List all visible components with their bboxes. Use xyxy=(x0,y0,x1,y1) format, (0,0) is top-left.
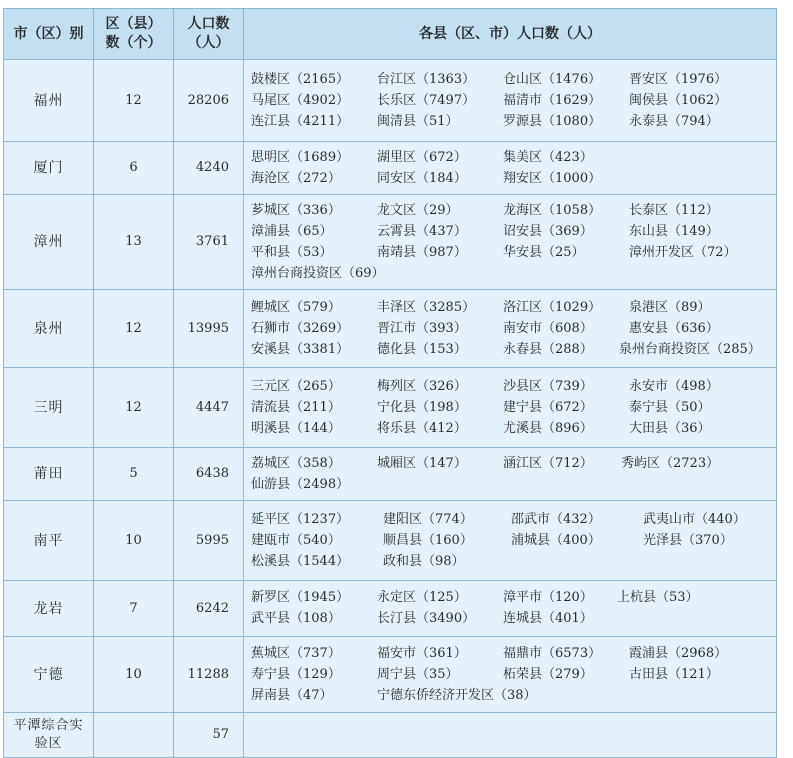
header-county-details: 各县（区、市）人口数（人） xyxy=(244,9,777,60)
county-entry: 永泰县（794） xyxy=(629,113,719,129)
county-line xyxy=(251,664,770,685)
county-entry: 鼓楼区（2165） xyxy=(251,71,350,87)
county-entry: 惠安县（636） xyxy=(629,320,719,336)
county-entry: 仓山区（1476） xyxy=(503,71,602,87)
table-row xyxy=(4,195,777,290)
cell-population: 4240 xyxy=(174,142,244,195)
county-entry: 海沧区（272） xyxy=(251,170,341,186)
county-line xyxy=(251,318,770,339)
county-entry: 石狮市（3269） xyxy=(251,320,350,336)
cell-district-count: 10 xyxy=(94,637,174,713)
county-entry: 洛江区（1029） xyxy=(503,299,602,315)
cell-population: 5995 xyxy=(174,501,244,581)
cell-county-list xyxy=(244,368,777,448)
county-entry: 安溪县（3381） xyxy=(251,341,350,357)
county-line xyxy=(251,376,770,397)
cell-county-list xyxy=(244,142,777,195)
county-line xyxy=(251,147,770,168)
county-entry: 新罗区（1945） xyxy=(251,590,350,605)
cell-city: 莆田 xyxy=(4,448,94,501)
county-line xyxy=(251,168,770,189)
county-entry: 永春县（288） xyxy=(503,341,593,357)
cell-population: 4447 xyxy=(174,368,244,448)
county-entry: 明溪县（144） xyxy=(251,420,341,436)
county-entry: 芗城区（336） xyxy=(251,202,341,218)
header-city: 市（区）别 xyxy=(4,9,94,60)
county-entry: 漳州开发区（72） xyxy=(629,244,737,260)
cell-city: 龙岩 xyxy=(4,581,94,637)
table-row xyxy=(4,290,777,368)
table-row xyxy=(4,368,777,448)
county-entry: 泰宁县（50） xyxy=(629,399,711,415)
county-entry: 长汀县（3490） xyxy=(377,611,476,626)
county-entry: 柘荣县（279） xyxy=(503,666,593,682)
cell-population: 57 xyxy=(174,713,244,758)
cell-city: 福州 xyxy=(4,60,94,142)
county-entry: 武夷山市（440） xyxy=(643,511,746,527)
county-entry: 秀屿区（2723） xyxy=(621,455,720,471)
county-entry: 仙游县（2498） xyxy=(251,476,350,492)
county-line xyxy=(251,509,770,530)
county-entry: 同安区（184） xyxy=(377,170,467,186)
county-entry: 建宁县（672） xyxy=(503,399,593,415)
county-entry: 城厢区（147） xyxy=(377,455,467,471)
county-entry: 上杭县（53） xyxy=(617,590,699,605)
cell-county-list xyxy=(244,290,777,368)
cell-district-count: 12 xyxy=(94,290,174,368)
county-entry: 尤溪县（896） xyxy=(503,420,593,436)
county-entry: 平和县（53） xyxy=(251,244,333,260)
county-entry: 福鼎市（6573） xyxy=(503,645,602,661)
county-entry: 蕉城区（737） xyxy=(251,645,341,661)
cell-district-count: 10 xyxy=(94,501,174,581)
county-entry: 涵江区（712） xyxy=(503,455,593,471)
county-line xyxy=(251,609,770,630)
county-entry: 大田县（36） xyxy=(629,420,711,436)
cell-county-list xyxy=(244,637,777,713)
cell-district-count: 5 xyxy=(94,448,174,501)
county-entry: 永定区（125） xyxy=(377,590,467,605)
county-line xyxy=(251,453,770,474)
county-entry: 漳州台商投资区（69） xyxy=(251,265,385,281)
county-entry: 将乐县（412） xyxy=(377,420,467,436)
cell-city: 宁德 xyxy=(4,637,94,713)
county-entry: 松溪县（1544） xyxy=(251,553,350,569)
table-row xyxy=(4,501,777,581)
county-entry: 龙文区（29） xyxy=(377,202,459,218)
cell-county-list xyxy=(244,713,777,758)
county-entry: 马尾区（4902） xyxy=(251,92,350,108)
county-entry: 集美区（423） xyxy=(503,149,593,165)
county-entry: 东山县（149） xyxy=(629,223,719,239)
county-entry: 丰泽区（3285） xyxy=(377,299,476,315)
county-entry: 武平县（108） xyxy=(251,611,341,626)
county-entry: 德化县（153） xyxy=(377,341,467,357)
table-row xyxy=(4,448,777,501)
county-entry: 寿宁县（129） xyxy=(251,666,341,682)
county-line xyxy=(251,263,770,284)
county-line xyxy=(251,418,770,439)
county-line xyxy=(251,242,770,263)
county-entry: 泉港区（89） xyxy=(629,299,711,315)
population-table xyxy=(3,8,777,758)
cell-district-count: 12 xyxy=(94,368,174,448)
county-entry: 延平区（1237） xyxy=(251,511,350,527)
cell-population: 6438 xyxy=(174,448,244,501)
county-entry: 长泰区（112） xyxy=(629,202,719,218)
cell-population: 28206 xyxy=(174,60,244,142)
county-line xyxy=(251,221,770,242)
county-entry: 连城县（401） xyxy=(503,611,593,626)
county-entry: 永安市（498） xyxy=(629,378,719,394)
county-entry: 古田县（121） xyxy=(629,666,719,682)
cell-county-list xyxy=(244,60,777,142)
county-entry: 宁化县（198） xyxy=(377,399,467,415)
county-entry: 顺昌县（160） xyxy=(383,532,473,548)
cell-city: 泉州 xyxy=(4,290,94,368)
county-line xyxy=(251,551,770,572)
county-entry: 沙县区（739） xyxy=(503,378,593,394)
cell-population: 6242 xyxy=(174,581,244,637)
county-entry: 建瓯市（540） xyxy=(251,532,341,548)
cell-district-count xyxy=(94,713,174,758)
county-line xyxy=(251,69,770,90)
cell-city: 南平 xyxy=(4,501,94,581)
cell-city: 三明 xyxy=(4,368,94,448)
county-line xyxy=(251,474,770,495)
county-line xyxy=(251,90,770,111)
cell-county-list xyxy=(244,501,777,581)
county-entry: 周宁县（35） xyxy=(377,666,459,682)
cell-city: 厦门 xyxy=(4,142,94,195)
county-entry: 屏南县（47） xyxy=(251,687,333,703)
county-entry: 福安市（361） xyxy=(377,645,467,661)
county-entry: 龙海区（1058） xyxy=(503,202,602,218)
header-population: 人口数 （人） xyxy=(174,9,244,60)
county-entry: 云霄县（437） xyxy=(377,223,467,239)
county-line xyxy=(251,339,770,360)
county-entry: 台江区（1363） xyxy=(377,71,476,87)
cell-county-list xyxy=(244,195,777,290)
county-entry: 宁德东侨经济开发区（38） xyxy=(377,687,537,703)
county-entry: 漳平市（120） xyxy=(503,590,593,605)
cell-city: 平潭综合实验区 xyxy=(4,713,94,758)
county-entry: 思明区（1689） xyxy=(251,149,350,165)
population-table-container xyxy=(3,8,776,758)
county-entry: 霞浦县（2968） xyxy=(629,645,728,661)
county-entry: 泉州台商投资区（285） xyxy=(619,341,761,357)
county-entry: 晋安区（1976） xyxy=(629,71,728,87)
county-entry: 晋江市（393） xyxy=(377,320,467,336)
table-body xyxy=(4,60,777,758)
county-entry: 南安市（608） xyxy=(503,320,593,336)
county-line xyxy=(251,588,770,609)
county-entry: 长乐区（7497） xyxy=(377,92,476,108)
county-entry: 罗源县（1080） xyxy=(503,113,602,129)
county-line xyxy=(251,200,770,221)
cell-district-count: 12 xyxy=(94,60,174,142)
county-entry: 南靖县（987） xyxy=(377,244,467,260)
county-entry: 闽侯县（1062） xyxy=(629,92,728,108)
county-entry: 梅列区（326） xyxy=(377,378,467,394)
cell-county-list xyxy=(244,448,777,501)
county-entry: 政和县（98） xyxy=(383,553,465,569)
county-entry: 华安县（25） xyxy=(503,244,585,260)
county-entry: 诏安县（369） xyxy=(503,223,593,239)
county-entry: 建阳区（774） xyxy=(383,511,473,527)
county-line xyxy=(251,643,770,664)
cell-city: 漳州 xyxy=(4,195,94,290)
county-entry: 湖里区（672） xyxy=(377,149,467,165)
county-entry: 邵武市（432） xyxy=(511,511,601,527)
cell-population: 3761 xyxy=(174,195,244,290)
county-entry: 荔城区（358） xyxy=(251,455,341,471)
table-header xyxy=(4,9,777,60)
county-line xyxy=(251,530,770,551)
county-entry: 连江县（4211） xyxy=(251,113,350,129)
county-line xyxy=(251,297,770,318)
county-entry: 福清市（1629） xyxy=(503,92,602,108)
county-entry: 漳浦县（65） xyxy=(251,223,333,239)
table-row xyxy=(4,637,777,713)
table-row xyxy=(4,581,777,637)
table-row xyxy=(4,713,777,758)
cell-population: 13995 xyxy=(174,290,244,368)
county-entry: 三元区（265） xyxy=(251,378,341,394)
table-row xyxy=(4,142,777,195)
cell-district-count: 7 xyxy=(94,581,174,637)
county-line xyxy=(251,111,770,132)
cell-population: 11288 xyxy=(174,637,244,713)
cell-district-count: 6 xyxy=(94,142,174,195)
table-row xyxy=(4,60,777,142)
county-line xyxy=(251,685,770,706)
county-entry: 闽清县（51） xyxy=(377,113,459,129)
county-line xyxy=(251,397,770,418)
county-entry: 光泽县（370） xyxy=(643,532,733,548)
cell-county-list xyxy=(244,581,777,637)
county-entry: 翔安区（1000） xyxy=(503,170,602,186)
county-entry: 鲤城区（579） xyxy=(251,299,341,315)
county-entry: 清流县（211） xyxy=(251,399,341,415)
cell-district-count: 13 xyxy=(94,195,174,290)
header-district-count: 区（县） 数（个） xyxy=(94,9,174,60)
county-entry: 浦城县（400） xyxy=(511,532,601,548)
